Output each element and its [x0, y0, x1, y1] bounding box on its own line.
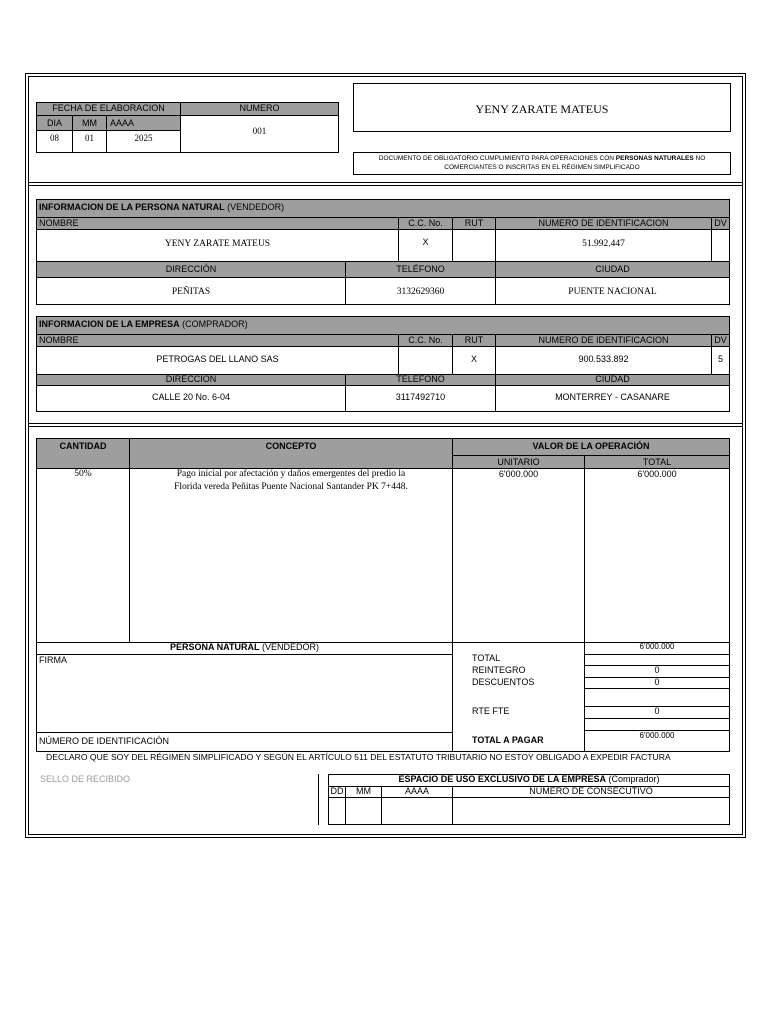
- vendedor-rut-label: RUT: [464, 218, 484, 228]
- vendedor-telefono-label: TELÉFONO: [396, 264, 445, 274]
- concepto-line2: Florida vereda Peñitas Puente Nacional Santander PK 7+448.: [174, 482, 408, 492]
- row-line: [584, 718, 730, 719]
- numero-identificacion-label: NÚMERO DE IDENTIFICACIÓN: [39, 736, 170, 746]
- concepto-line1: Pago inicial por afectación y daños emergentes del predio la: [176, 469, 406, 479]
- fecha-label: FECHA DE ELABORACION: [52, 103, 165, 113]
- vendedor-direccion: PEÑITAS: [171, 287, 211, 297]
- rte-fte-label: RTE FTE: [472, 706, 510, 716]
- empresa-id: 900.533.892: [578, 354, 629, 364]
- empresa-section-title: INFORMACION DE LA EMPRESA (COMPRADOR): [39, 319, 248, 329]
- empresa-nombre-label: NOMBRE: [39, 335, 79, 345]
- row-line: [584, 688, 730, 689]
- cantidad-value: 50%: [74, 469, 92, 479]
- numero-value: 001: [252, 126, 267, 136]
- row-line: [452, 455, 730, 456]
- valor-label: VALOR DE LA OPERACIÓN: [532, 441, 650, 451]
- vendedor-ciudad: PUENTE NACIONAL: [568, 287, 657, 297]
- vendedor-telefono: 3132629360: [396, 287, 445, 297]
- sello-recibido-label: SELLO DE RECIBIDO: [40, 774, 131, 784]
- row-line: [36, 385, 730, 386]
- empresa-direccion-label: DIRECCION: [165, 374, 217, 384]
- espacio-empresa-title: ESPACIO DE USO EXCLUSIVO DE LA EMPRESA (Comprador): [398, 774, 660, 784]
- empresa-rut-label: RUT: [464, 335, 484, 345]
- summary-total-label: TOTAL: [472, 653, 501, 663]
- section-divider: [28, 423, 743, 424]
- total-label: TOTAL: [642, 457, 672, 467]
- mm-label: MM: [82, 118, 97, 128]
- total-a-pagar-value: 6'000.000: [639, 731, 675, 740]
- row-line: [36, 277, 730, 278]
- summary-total-value: 6'000.000: [639, 642, 675, 651]
- empresa-dv-label: DV: [714, 335, 727, 345]
- vendedor-nombre-label: NOMBRE: [39, 218, 79, 228]
- vendedor-dv-label: DV: [714, 218, 727, 228]
- empresa-dv: 5: [717, 354, 723, 364]
- row-line: [328, 797, 730, 798]
- row-line: [36, 229, 730, 230]
- header-name: YENY ZARATE MATEUS: [475, 102, 609, 116]
- unitario-value: 6'000.000: [498, 469, 539, 479]
- document-note-line2: COMERCIANTES O INSCRITAS EN EL RÉGIMEN SIMPLIFICADO: [444, 164, 640, 171]
- sello-divider: [318, 774, 319, 825]
- dia-value: 08: [50, 133, 59, 143]
- empresa-rut-mark: X: [470, 354, 477, 364]
- vendedor-section-title: INFORMACION DE LA PERSONA NATURAL (VENDEDOR): [39, 202, 285, 212]
- numero-label: NUMERO: [239, 103, 280, 113]
- unitario-label: UNITARIO: [497, 457, 540, 467]
- document-note-line1: DOCUMENTO DE OBLIGATORIO CUMPLIMIENTO PARA OPERACIONES CON PERSONAS NATURALES NO: [378, 155, 706, 162]
- espacio-aaaa-label: AAAA: [404, 786, 429, 796]
- row-line: [36, 346, 730, 347]
- empresa-ciudad: MONTERREY - CASANARE: [555, 392, 670, 402]
- descuentos-value: 0: [654, 677, 660, 687]
- persona-natural-label: PERSONA NATURAL (VENDEDOR): [169, 642, 319, 652]
- cantidad-label: CANTIDAD: [59, 441, 107, 451]
- empresa-ciudad-label: CIUDAD: [595, 374, 630, 384]
- row-line: [36, 654, 452, 655]
- section-divider: [28, 182, 743, 183]
- section-divider: [28, 426, 743, 427]
- row-line: [36, 732, 452, 733]
- empresa-telefono-label: TELEFONO: [396, 374, 445, 384]
- total-value: 6'000.000: [637, 469, 677, 479]
- mm-value: 01: [85, 133, 94, 143]
- col-line: [452, 438, 453, 752]
- row-line: [36, 130, 181, 131]
- vendedor-cc-label: C.C. No.: [408, 218, 443, 228]
- reintegro-label: REINTEGRO: [472, 665, 526, 675]
- firma-label: FIRMA: [39, 655, 67, 665]
- vendedor-direccion-label: DIRECCIÓN: [165, 264, 217, 274]
- empresa-nombre: PETROGAS DEL LLANO SAS: [156, 354, 279, 364]
- aaaa-value: 2025: [134, 133, 153, 143]
- espacio-dd-label: DD: [330, 786, 344, 796]
- total-a-pagar-label: TOTAL A PAGAR: [472, 735, 544, 745]
- reintegro-value: 0: [654, 665, 660, 675]
- dia-label: DIA: [46, 118, 62, 128]
- vendedor-id: 51.992.447: [582, 239, 625, 249]
- declaration: DECLARO QUE SOY DEL RÉGIMEN SIMPLIFICADO Y SEGÚN EL ARTÍCULO 511 DEL ESTATUTO TRIBUTARIO NO ESTOY OBLIGADO A EXPEDIR FACTURA: [46, 752, 671, 762]
- empresa-cc-label: C.C. No.: [408, 335, 443, 345]
- col-line: [129, 438, 130, 642]
- section-divider: [28, 185, 743, 186]
- concepto-label: CONCEPTO: [265, 441, 317, 451]
- vendedor-ciudad-label: CIUDAD: [595, 264, 630, 274]
- empresa-direccion: CALLE 20 No. 6-04: [151, 392, 231, 402]
- vendedor-id-label: NUMERO DE IDENTIFICACION: [538, 218, 669, 228]
- vendedor-nombre: YENY ZARATE MATEUS: [164, 239, 271, 249]
- descuentos-label: DESCUENTOS: [472, 677, 535, 687]
- row-line: [584, 654, 730, 655]
- espacio-mm-label: MM: [356, 786, 371, 796]
- vendedor-cc-mark: X: [422, 237, 429, 247]
- consecutivo-label: NUMERO DE CONSECUTIVO: [529, 786, 653, 796]
- empresa-telefono: 3117492710: [395, 392, 446, 402]
- aaaa-label: AAAA: [110, 118, 135, 128]
- empresa-id-label: NUMERO DE IDENTIFICACION: [538, 335, 669, 345]
- rte-fte-value: 0: [654, 706, 660, 716]
